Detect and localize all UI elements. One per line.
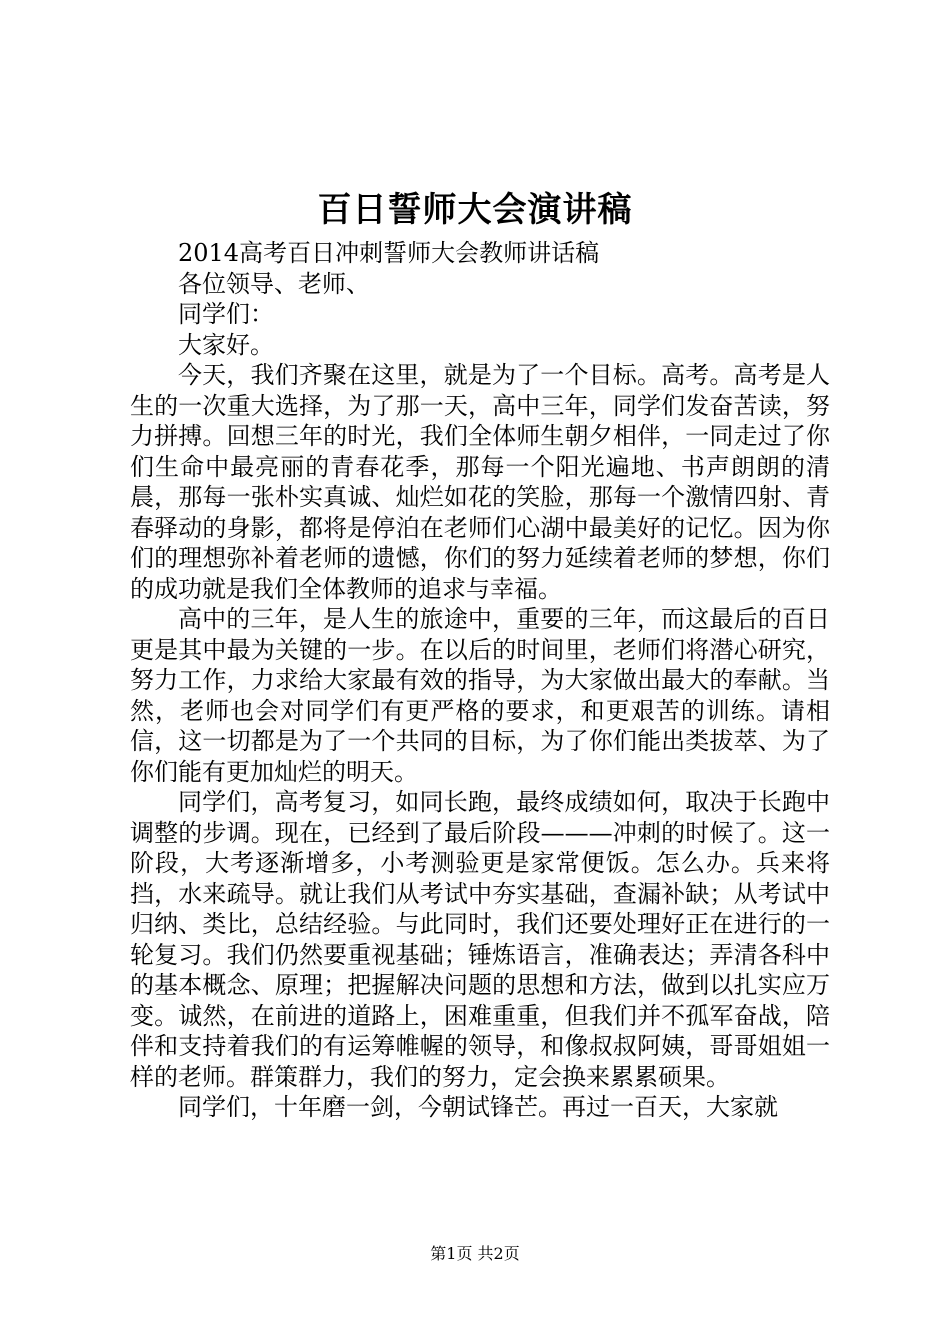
paragraph-body-2: 高中的三年，是人生的旅途中，重要的三年，而这最后的百日更是其中最为关键的一步。在以后的时间里，老师们将潜心研究，努力工作，力求给大家最有效的指导，为大家做出最大的奉献。当然，老师也会对同学们有更严格的要求，和更艰苦的训练。请相信，这一切都是为了一个共同的目标，为了你们能出类拔萃、为了你们能有更加灿烂的明天。	[130, 605, 830, 786]
paragraph-subtitle: 2014高考百日冲刺誓师大会教师讲话稿	[178, 239, 600, 267]
paragraph-body-3: 同学们，高考复习，如同长跑，最终成绩如何，取决于长跑中调整的步调。现在，已经到了最后阶段———冲刺的时候了。这一阶段，大考逐渐增多，小考测验更是家常便饭。怎么办。兵来将挡，水来疏导。就让我们从考试中夯实基础，查漏补缺；从考试中归纳、类比，总结经验。与此同时，我们还要处理好正在进行的一轮复习。我们仍然要重视基础；锤炼语言，准确表达；弄清各科中的基本概念、原理；把握解决问题的思想和方法，做到以扎实应万变。诚然，在前进的道路上，困难重重，但我们并不孤军奋战，陪伴和支持着我们的有运筹帷幄的领导，和像叔叔阿姨，哥哥姐姐一样的老师。群策群力，我们的努力，定会换来累累硕果。	[130, 788, 830, 1091]
paragraph-body-4: 同学们，十年磨一剑，今朝试锋芒。再过一百天，大家就	[178, 1093, 778, 1121]
paragraph-salutation-students: 同学们：	[178, 300, 274, 328]
paragraph-greeting: 大家好。	[178, 330, 274, 359]
paragraph-salutation-leaders: 各位领导、老师、	[178, 269, 370, 298]
page-footer: 第1页 共2页	[430, 1244, 520, 1263]
document-title: 百日誓师大会演讲稿	[317, 190, 633, 230]
document-body	[130, 238, 830, 1123]
paragraph-body-1: 今天，我们齐聚在这里，就是为了一个目标。高考。高考是人生的一次重大选择，为了那一天，高中三年，同学们发奋苦读，努力拼搏。回想三年的时光，我们全体师生朝夕相伴，一同走过了你们生命中最亮丽的青春花季，那每一个阳光遍地、书声朗朗的清晨，那每一张朴实真诚、灿烂如花的笑脸，那每一个激情四射、青春驿动的身影，都将是停泊在老师们心湖中最美好的记忆。因为你们的理想弥补着老师的遗憾，你们的努力延续着老师的梦想，你们的成功就是我们全体教师的追求与幸福。	[130, 361, 830, 603]
